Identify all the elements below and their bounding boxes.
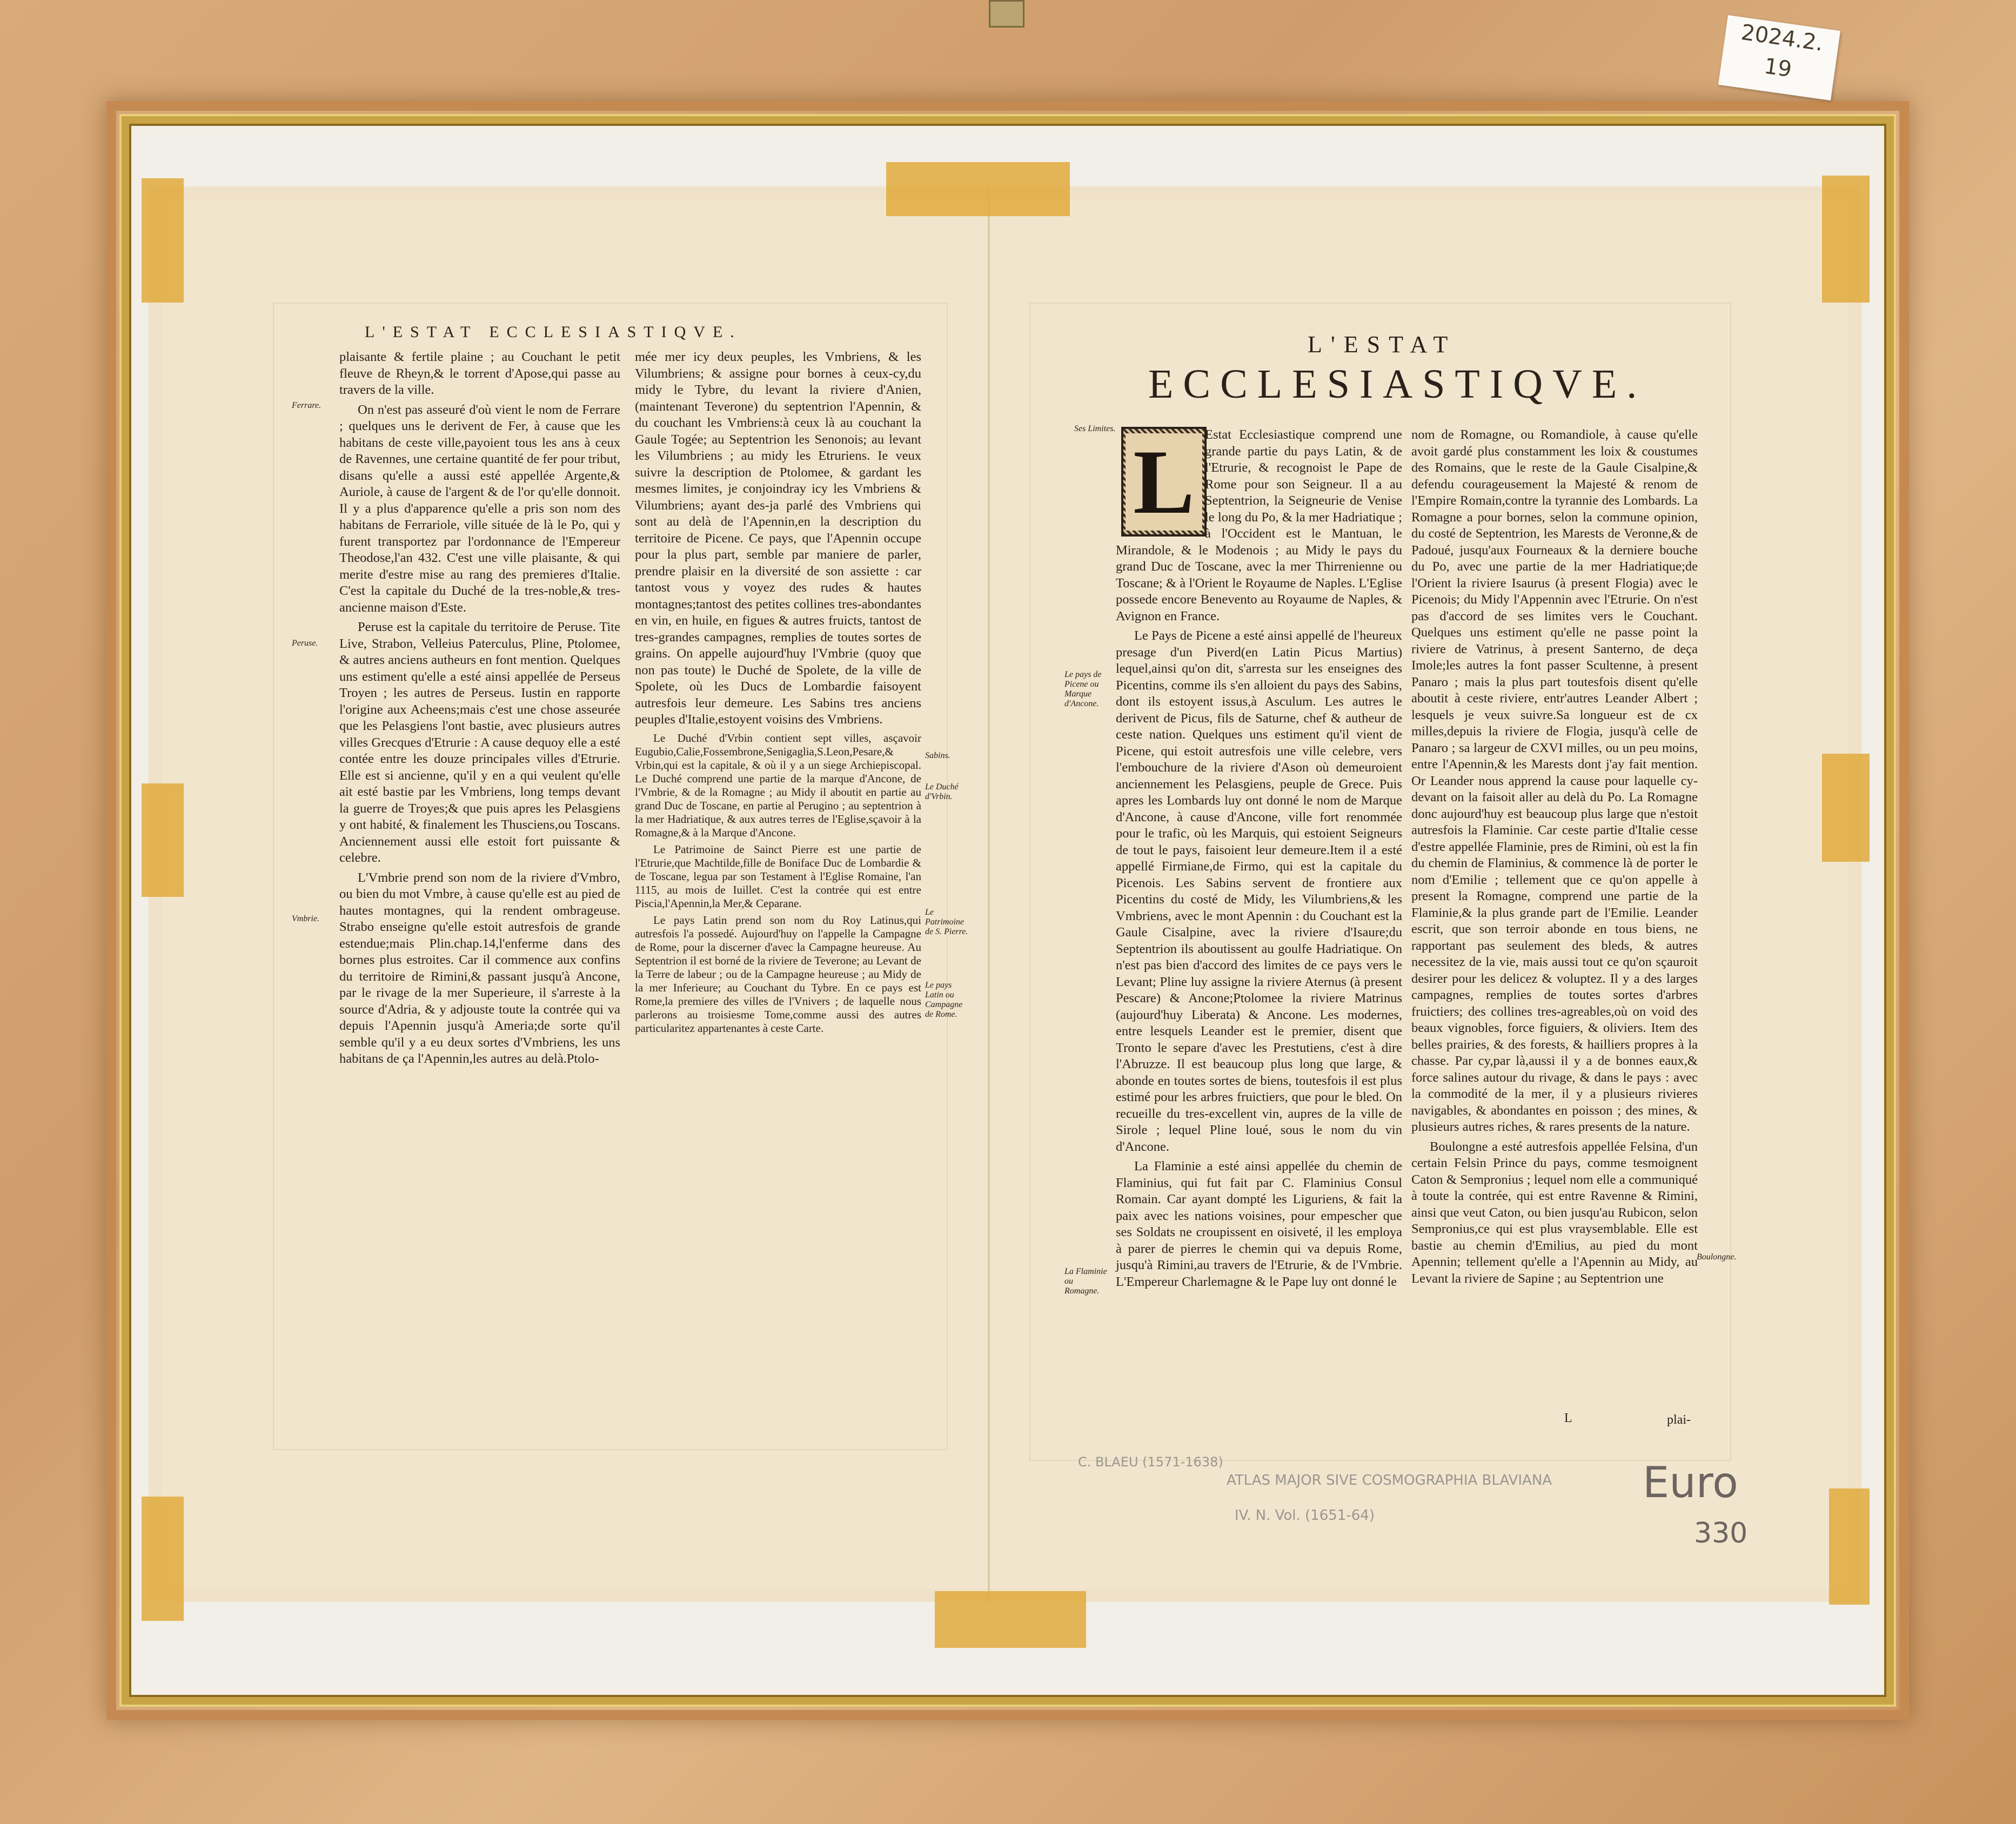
left-col2-para-4: Le pays Latin prend son nom du Roy Latinus,qui autresfois l'a possedé. Aujourd'huy on l'appelle la Campagne de Rome, pour la discerner d'avec la Campagne heureuse. Au Septentrion il est borné de la riviere de Teverone; au Levant de la Terre de labeur ; ou de la Campagne heureuse ; au Midy de la mer Inferieure; au Couchant du Tybre. En ce pays est Rome,la premiere des villes de l'Vnivers ; de laquelle nous parlerons au troisiesme Tome,comme aussi des autres particularitez appartenantes à ceste Carte.: [635, 913, 921, 1035]
margin-note-limites: Ses Limites.: [1074, 424, 1116, 433]
left-col1-para-4: L'Vmbrie prend son nom de la riviere d'Vmbro, ou bien du mot Vmbre, à cause qu'elle est au pied de hautes montagnes, qui la rendent ombrageuse. Strabo enseigne qu'elle estoit autresfois de grande estendue;mais Plin.chap.14,l'enferme dans des bornes plus estroites. Car il commence aux confins du territoire de Rimini,& passant jusqu'à Ancone, par le rivage de la mer Superieure, il s'arreste à la source d'Adria, & y adjouste toute la contrée qui va depuis l'Apennin jusqu'à Ameria;de sorte qu'il semble qu'il y a eu deux sortes d'Vmbriens, les uns habitans de ça l'Apennin,les autres au delà.Ptolo-: [339, 870, 620, 1066]
margin-note-boulongne: Boulongne.: [1697, 1252, 1737, 1262]
left-col1-para-1: plaisante & fertile plaine ; au Couchant le petit fleuve de Rheyn,& le torrent d'Apose,qui passe au travers de la ville.: [339, 350, 620, 397]
pencil-note-atlas: ATLAS MAJOR SIVE COSMOGRAPHIA BLAVIANA: [1227, 1472, 1552, 1488]
margin-note-vmbrie: Vmbrie.: [292, 914, 320, 923]
right-col2-para-1: nom de Romagne, ou Romandiole, à cause qu'elle avoit gardé plus constamment les loix & coustumes des Romains, que le reste de la Gaule Cisalpine,& defendu courageusement la Majesté & renom de l'Empire Romain,contre la tyrannie des Lombards. La Romagne a pour bornes, selon la commune opinion, du costé de Septentrion, les Marests de Veronne,& de Padoué, jusqu'aux Fourneaux & la derniere bouche du Po, avec une partie de la mer Hadriatique;de l'Orient la riviere Isaurus (à present Flogia) avec le Picenois; du Midy l'Appennin avec l'Etrurie. On n'est pas d'accord de ses limites vers le Couchant. Quelques uns estiment qu'elle ne passe point la riviere de Vatrinus, à present Santerno, de deça Imole;les autres la font passer Scultenne, à present Panaro ; mais la plus part toutesfois disent qu'elle aboutit à ceste riviere, entr'autres Leander Albert ; lesquels je veux suivre.Sa longueur est de cx milles,depuis la riviere de Flogia, jusqu'à celle de Panaro ; sa largeur de CXVI milles, ou un peu moins, entre l'Apennin,& les Marests dont j'ay fait mention. Or Leander nous apprend la cause pour laquelle cy-devant on la faisoit aller au delà du Po. La Romagne donc aujourd'huy est beaucoup plus large que n'estoit autresfois la Flaminie. Car ceste partie d'Italie cesse d'estre appellée Flaminie, pres de Rimini, où est la fin du chemin de Flaminius, & commence là de porter le nom d'Emilie ; tellement que ce qu'on appelle à present la Romagne, comprend une partie de la Flaminie,& la plus grande part de l'Emilie. Leander escrit, que son terroir abonde en tous biens, ne rapportant pas seulement des bleds, & autres necessitez de la vie, mais aussi tout ce qu'on sçauroit desirer pour les delicez & voluptez. Il y a des larges campagnes, remplies de toutes sortes d'arbres fruictiers; des collines tres-agreables,où on void des beaux vignobles, force figuiers, & oliviers. Item des belles prairies, & des forests, & hailliers propres à la chasse. Par cy,par là,aussi il y a de bonnes eaux,& force salines autour du rivage, & dans le pays : avec la commodité de la mer, il y a plusieurs rivieres navigables, & abondantes en poisson ; des mines, & plusieurs autres riches, & rares presents de la nature.: [1411, 427, 1698, 1134]
tape-left-top: [142, 178, 184, 303]
label-line-2: 19: [1762, 53, 1793, 83]
tape-left-bottom: [142, 1497, 184, 1621]
right-title-line-2: ECCLESIASTIQVE.: [1148, 361, 1647, 407]
margin-note-peruse: Peruse.: [292, 639, 318, 648]
left-col2-para-2: Le Duché d'Vrbin contient sept villes, asçavoir Eugubio,Calie,Fossembrone,Senigaglia,S.Leon,Pesare,& Vrbin,qui est la capitale, & où il y a un siege Archiepiscopal. Le Duché comprend une partie de la marque d'Ancone, de l'Vmbrie, & de la Romagne ; au Midy il aboutit en partie au grand Duc de Toscane, en partie al Perugino ; au septentrion à la mer Hadriatique, & aux autres terres de l'Eglise,sçavoir à la Romagne,& à la Marque d'Ancone.: [635, 731, 921, 839]
margin-note-sabins: Sabins.: [925, 751, 950, 760]
margin-note-patrimoine: Le Patrimoine de S. Pierre.: [925, 908, 968, 936]
margin-note-pays-latin: Le pays Latin ou Campagne de Rome.: [925, 981, 963, 1019]
right-column-1: [1116, 427, 1402, 1293]
centre-fold: [988, 186, 990, 1602]
right-col2-para-2: Boulongne a esté autresfois appellée Felsina, d'un certain Felsin Prince du pays, comme tesmoignent Caton & Sempronius ; lequel nom elle a communiqué à toute la contrée, qui est entre Ravenne & Rimini, ainsi que veut Caton, ou bien jusqu'au Rubicon, selon Sempronius,ce qui est plus vraysemblable. Elle est bastie au chemin d'Emilius, au pied du mont Apennin; tellement qu'elle a l'Apennin au Midy, au Levant la riviere de Sapine ; au Septentrion une: [1411, 1139, 1698, 1286]
pencil-note-author: C. BLAEU (1571-1638): [1078, 1454, 1223, 1470]
left-running-head: L'ESTAT ECCLESIASTIQVE.: [365, 323, 742, 341]
tape-top: [886, 162, 1070, 216]
right-column-2: [1411, 427, 1698, 1290]
left-col1-para-2: On n'est pas asseuré d'où vient le nom de Ferrare ; quelques uns le derivent de Fer, à cause que les habitans de ceste ville,payoient tous les ans à ceux de Ravennes, une certaine quantité de fer pour tribut, disans qu'elle a aussi esté appellée Argente,& Auriole, à cause de l'argent & de l'or qu'elle donnoit. Il y a plus d'apparence qu'elle a pris son nom des habitans de Ferrariole, ville située de là le Po, qui y furent transportez par l'ordonnance de l'Empereur Theodose,l'an 432. C'est une ville plaisante, & qui merite d'estre mise au rang des premieres d'Italie. C'est la capitale du Duché de la tres-noble,& tres-ancienne maison d'Este.: [339, 402, 620, 615]
margin-note-duche: Le Duché d'Vrbin.: [925, 782, 959, 801]
tape-bottom: [935, 1591, 1086, 1648]
right-col1-para-1: Le Pays de Picene a esté ainsi appellé de l'heureux presage d'un Piverd(en Latin Picus Martius) lequel,ainsi qu'on dit, s'arresta sur les enseignes des Picentins, comme ils s'en alloient du pays des Sabins, dont ils estoyent issus,à Asculum. Les autres le derivent de Picus, fils de Saturne, chef & autheur de ceste nation. Quelques uns estiment qu'il vient de Picene, qui estoit autresfois une ville celebre, vers l'embouchure de la riviere d'Ason où demeuroient anciennement les Pelasgiens, peuple de Grece. Puis apres les Lombards luy ont donné le nom de Marque d'Ancone, à cause d'Ancone, ville fort renommée pour le trafic, où les Marquis, qui estoient Seigneurs de tout le pays, faisoient leur demeure.Item il a esté appellé Firmiane,de Firmo, qui est la capitale du Picenois. Les Sabins servent de frontiere aux Picentins du costé de Midy, les Vilumbriens,& les Vmbriens, avec le mont Apennin : du Couchant est la Gaule Cisalpine, avec la riviere d'Isaure;du Septentrion ils aboutissent au goulfe Hadriatique. On n'est pas bien d'accord des limites de ce pays vers le Levant; Pline luy assigne la riviere Aternus (à present Pescare) & Ancone;Ptolomee la riviere Matrinus (aujourd'huy Liberata) & Ancone. Les modernes, entre lesquels Leander est le premier, disent que Tronto le separe d'avec les Prestutiens, c'est à dire l'Abruzze. Il est beaucoup plus long que large, & abonde en toutes sortes de biens, toutesfois il est plus estimé pour les arbres fruictiers, que pour le bled. On recueille du tres-excellent vin, aupres de la ville de Sirole ; lequel Pline loué, sous le nom du vin d'Ancone.: [1116, 628, 1402, 1154]
pencil-note-edition: IV. N. Vol. (1651-64): [1235, 1507, 1375, 1524]
initial-spacer: [1116, 427, 1205, 535]
hanging-hook: [989, 0, 1024, 28]
margin-note-flaminie: La Flaminie ou Romagne.: [1064, 1267, 1107, 1296]
catchword: plai-: [1667, 1413, 1691, 1427]
tape-right-top: [1822, 176, 1870, 303]
pencil-price-label: Euro: [1643, 1459, 1738, 1507]
pencil-price-value: 330: [1694, 1517, 1748, 1550]
tape-right-mid: [1822, 754, 1870, 862]
left-col2-para-3: Le Patrimoine de Sainct Pierre est une partie de l'Etrurie,que Machtilde,fille de Boniface Duc de Lombardie & de Toscane, legua par son Testament à l'Eglise Romaine, l'an 1115, au mois de Iuillet. C'est la contrée qui est entre Piscia,l'Apennin,la Mer,& Ceparane.: [635, 842, 921, 910]
right-col1-para-2: La Flaminie a esté ainsi appellée du chemin de Flaminius, qui fut fait par C. Flaminius Consul Romain. Car ayant dompté les Liguriens, & fait la paix avec les nations voisines, pour empescher que ses Soldats ne croupissent en oisiveté, il les employa à parer de pierres le chemin qui va depuis Rome, jusqu'à Rimini,au travers de l'Etrurie, & de l'Vmbrie. L'Empereur Charlemagne & le Pape luy ont donné le: [1116, 1159, 1402, 1289]
tape-left-mid: [142, 783, 184, 897]
margin-note-ferrare: Ferrare.: [292, 401, 322, 410]
margin-note-picene: Le pays de Picene ou Marque d'Ancone.: [1064, 670, 1102, 708]
left-column-1: [339, 349, 620, 1071]
left-col2-para-1: mée mer icy deux peuples, les Vmbriens, & les Vilumbriens; & assigne pour bornes à ceux-cy,du midy le Tybre, du levant la riviere d'Anien, (maintenant Teverone) du septentrion l'Apennin, & du couchant les Vmbriens:à ceux là au couchant la Gaule Togée; au Septentrion les Senonois; au levant les Vilumbriens ; au midy les Etruriens. Ie veux suivre la description de Ptolomee, & gardant les mesmes limites, je conjoindray icy les Vmbriens & Vilumbriens; ayant des-ja parlé des Vmbriens qui sont au delà de l'Apennin,en la description du territoire de Picene. Ce pays, que l'Apennin occupe pour la plus part, semble par maniere de parler, prendre plaisir en la diversité de son assiette : car tantost vous y voyez des rudes & hautes montagnes;tantost des petites collines tres-abondantes en vin, en huile, en figues & autres fruicts, tantost de tres-grandes campagnes, remplies de toutes sortes de grains. On appelle aujourd'huy l'Vmbrie (quoy que non pas toute) le Duché de Spolete, de la ville de Spolete, où les Ducs de Lombardie faisoyent autresfois leur demeure. Les Sabins tres anciens peuples d'Italie,estoyent voisins des Vmbriens.: [635, 350, 921, 727]
left-col1-para-3: Peruse est la capitale du territoire de Peruse. Tite Live, Strabon, Velleius Paterculus, Pline, Ptolomee, & autres anciens autheurs en font mention. Quelques uns estiment qu'elle a esté ainsi appellée de Perseus Troyen ; les autres de Perseus. Iustin en rapporte l'origine aux Acheens;mais c'est une chose asseurée que les Pelasgiens l'ont bastie, avec plusieurs autres villes Grecques d'Etrurie : A cause dequoy elle a esté contée entre les douze principales villes d'Etrurie. Elle est si ancienne, qu'il y en a qui veulent qu'elle ait esté bastie par les Vmbriens, long temps devant la guerre de Troyes;& que puis apres les Pelasgiens y ont habité, & finalement les Thusciens,ou Toscans. Anciennement aussi elle estoit fort puissante & celebre.: [339, 620, 620, 865]
label-line-1: 2024.2.: [1739, 19, 1825, 56]
left-column-2: [635, 349, 921, 1038]
tape-right-bottom: [1829, 1488, 1870, 1605]
signature-mark: L: [1564, 1411, 1572, 1425]
initial-letter: L: [1126, 433, 1202, 531]
right-title-line-1: L'ESTAT: [1308, 331, 1457, 358]
right-col1-intro: Estat Ecclesiastique comprend une grande partie du pays Latin, & de l'Etrurie, & recognoist le Pape de Rome pour son Seigneur. Il a au Septentrion, la Seigneurie de Venise le long du Po, & la mer Hadriatique ; à l'Occident est le Mantuan, le Mirandole, & le Modenois ; au Midy le pays du grand Duc de Toscane, avec la mer Thirrenienne ou Toscane; & à l'Orient le Royaume de Naples. L'Eglise possede encore Benevento au Royaume de Naples, & Avignon en France.: [1116, 427, 1402, 623]
